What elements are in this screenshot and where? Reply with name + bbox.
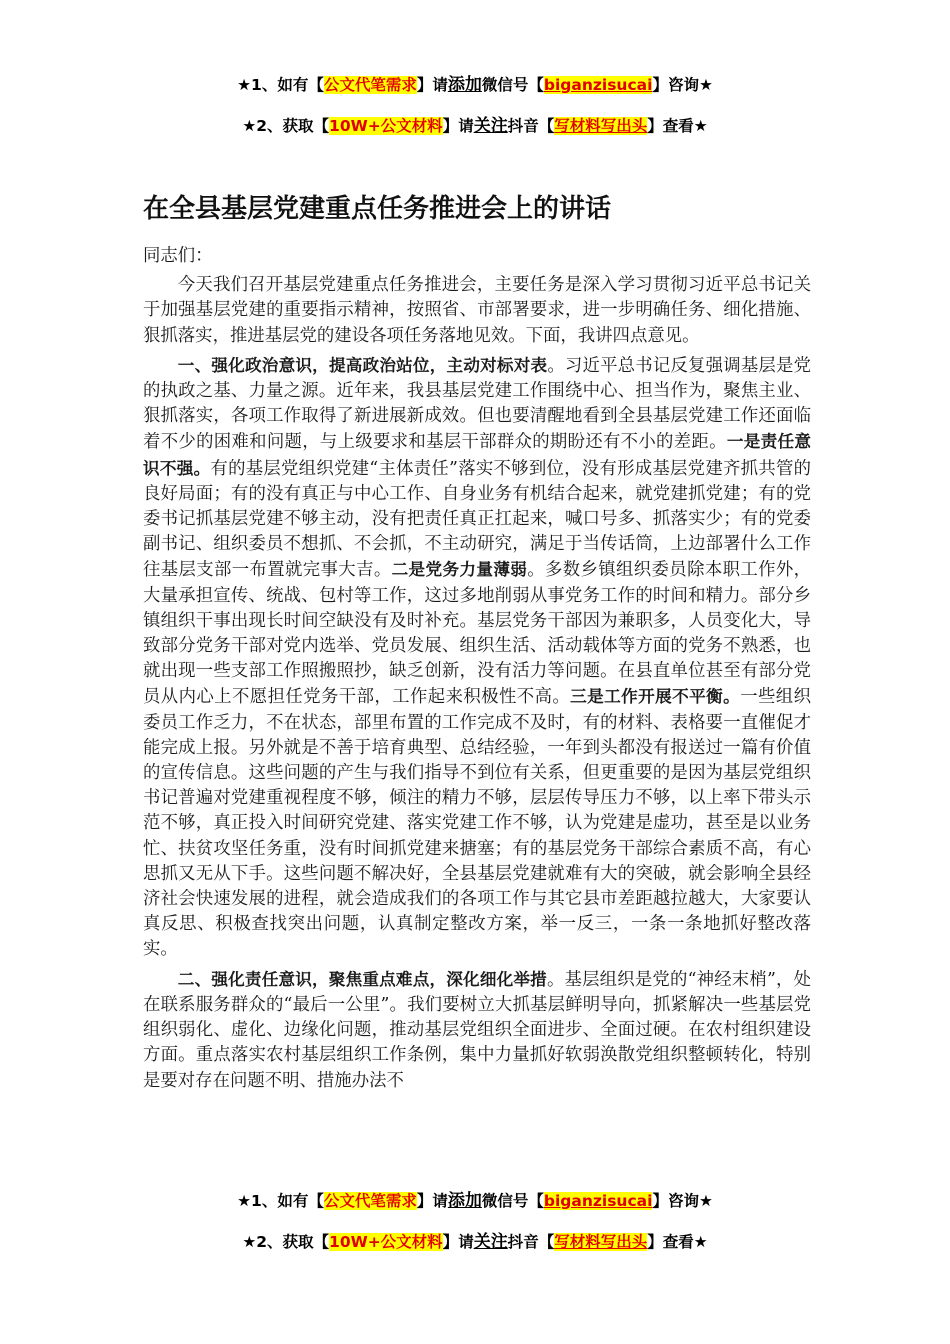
body-text: 有的基层党组织党建“主体责任”落实不够到位，没有形成基层党建齐抓共管的良好局面；有的没有真正与中心工作、自身业务有机结合起来，就党建抓党建；有的党委书记抓基层党建不够主动，没有把责任真正扛起来，喊口号多、抓落实少；有的党委副书记、组织委员不想抓、不会抓，不主动研究，满足于当传话筒，上边部署什么工作往基层支部一布置就完事大吉。 (143, 458, 811, 581)
promo-text: 抖音【 (507, 117, 555, 135)
promo-text: 】请 (442, 117, 474, 135)
promo-emphasis: 添加 (447, 1191, 482, 1211)
section-1-paragraph (143, 353, 811, 963)
promo-text: 】查看★ (647, 117, 708, 135)
promo-banner-bottom-line1 (0, 1186, 950, 1211)
promo-highlight: 公文代笔需求 (323, 1192, 417, 1210)
section-2-heading: 二、强化责任意识，聚焦重点难点，深化细化举措 (177, 969, 547, 989)
promo-highlight-wechat: biganzisucai (543, 1192, 653, 1210)
promo-highlight-douyin: 写材料写出头 (554, 117, 648, 135)
promo-banner-top-line1 (0, 70, 950, 95)
section-1-heading: 一、强化政治意识，提高政治站位，主动对标对表 (177, 355, 548, 375)
body-text: 一些组织委员工作乏力，不在状态，部里布置的工作完成不及时，有的材料、表格要一直催促才能完成上报。另外就是不善于培育典型、总结经验，一年到头都没有报送过一篇有价值的宣传信息。这些问题的产生与我们指导不到位有关系，但更重要的是因为基层党组织书记普遍对党建重视程度不够，倾注的精力不够，层层传导压力不够，以上率下带头示范不够，真正投入时间研究党建、落实党建工作不够，认为党建是虚功，甚至是以业务忙、扶贫攻坚任务重，没有时间抓党建来搪塞；有的基层党务干部综合素质不高，有心思抓又无从下手。这些问题不解决好，全县基层党建就难有大的突破，就会影响全县经济社会快速发展的进程，就会造成我们的各项工作与其它县市差距越拉越大，大家要认真反思、积极查找突出问题，认真制定整改方案，举一反三，一条一条地抓好整改落实。 (143, 687, 811, 960)
promo-text: ★1、如有【 (237, 1192, 324, 1210)
promo-highlight-wechat: biganzisucai (543, 76, 653, 94)
section-2-paragraph (143, 967, 811, 1094)
promo-highlight: 10W+公文材料 (329, 117, 443, 135)
promo-text: 】请 (416, 1192, 448, 1210)
promo-text: 】查看★ (647, 1233, 708, 1251)
promo-emphasis: 关注 (473, 116, 508, 136)
promo-text: 】咨询★ (652, 1192, 713, 1210)
promo-emphasis: 添加 (447, 75, 482, 95)
document-title: 在全县基层党建重点任务推进会上的讲话 (143, 194, 612, 224)
promo-text: ★1、如有【 (237, 76, 324, 94)
promo-banner-bottom-line2 (0, 1227, 950, 1252)
promo-highlight: 公文代笔需求 (323, 76, 417, 94)
promo-text: 】咨询★ (652, 76, 713, 94)
greeting: 同志们： (143, 246, 213, 266)
promo-text: 微信号【 (481, 76, 544, 94)
promo-text: 】请 (416, 76, 448, 94)
promo-highlight: 10W+公文材料 (329, 1233, 443, 1251)
promo-text: ★2、获取【 (242, 1233, 330, 1251)
promo-text: 】请 (442, 1233, 474, 1251)
point-1-heading: 一是责任意识不强。 (143, 432, 811, 478)
point-3-heading: 三是工作开展不平衡。 (570, 687, 741, 707)
promo-text: ★2、获取【 (242, 117, 330, 135)
body-text: 。多数乡镇组织委员除本职工作外，大量承担宣传、统战、包村等工作，这过多地削弱从事党务工作的时间和精力。部分乡镇组织干事出现长时间空缺没有及时补充。基层党务干部因为兼职多，人员变化大，导致部分党务干部对党内选举、党员发展、组织生活、活动载体等方面的党务不熟悉，也就出现一些支部工作照搬照抄，缺乏创新，没有活力等问题。在县直单位甚至有部分党员从内心上不愿担任党务干部，工作起来积极性不高。 (143, 560, 811, 708)
promo-text: 抖音【 (507, 1233, 555, 1251)
document-body (143, 244, 811, 1098)
promo-highlight-douyin: 写材料写出头 (554, 1233, 648, 1251)
body-text: 。基层组织是党的“神经末梢”，处在联系服务群众的“最后一公里”。我们要树立大抓基层鲜明导向，抓紧解决一些基层党组织弱化、虚化、边缘化问题，推动基层党组织全面进步、全面过硬。在农村组织建设方面。重点落实农村基层组织工作条例，集中力量抓好软弱涣散党组织整顿转化，特别是要对存在问题不明、措施办法不 (143, 969, 811, 1091)
promo-banner-top-line2 (0, 111, 950, 136)
promo-text: 微信号【 (481, 1192, 544, 1210)
promo-emphasis: 关注 (473, 1232, 508, 1252)
body-text: 。习近平总书记反复强调基层是党的执政之基、力量之源。近年来，我县基层党建工作围绕中心、担当作为，聚焦主业、狠抓落实，各项工作取得了新进展新成效。但也要清醒地看到全县基层党建工作还面临着不少的困难和问题，与上级要求和基层干部群众的期盼还有不小的差距。 (143, 355, 811, 453)
intro-paragraph: 今天我们召开基层党建重点任务推进会，主要任务是深入学习贯彻习近平总书记关于加强基层党建的重要指示精神，按照省、市部署要求，进一步明确任务、细化措施、狠抓落实，推进基层党的建设各项任务落地见效。下面，我讲四点意见。 (143, 275, 811, 346)
point-2-heading: 二是党务力量薄弱 (391, 560, 528, 580)
